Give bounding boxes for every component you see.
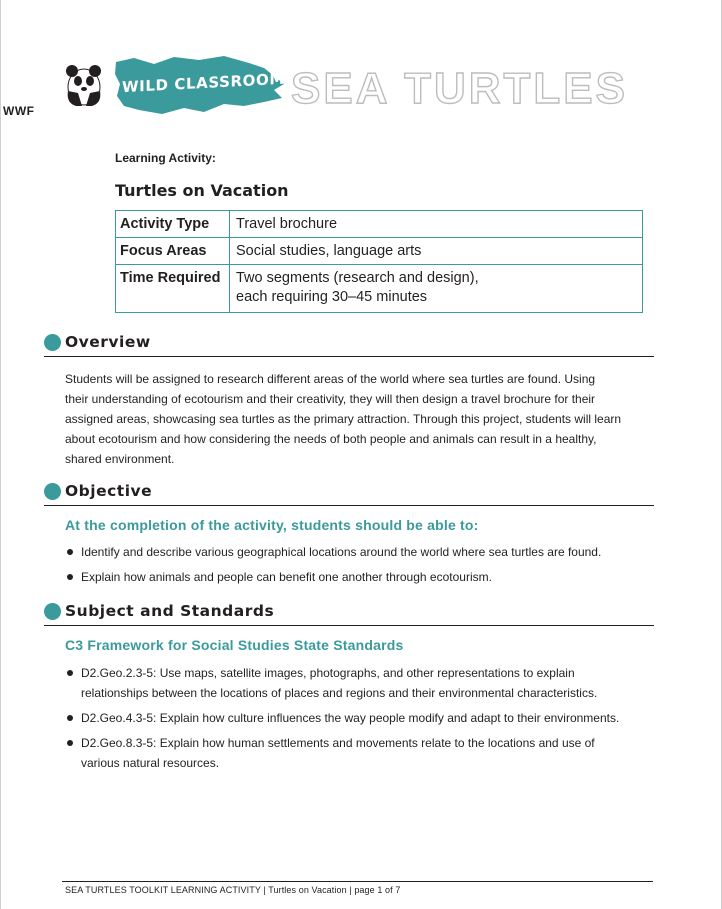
list-item-line: relationships between the locations of places and regions and their environmental characteristics.	[81, 686, 598, 700]
row-key: Time Required	[116, 265, 230, 313]
section-title: Overview	[65, 333, 151, 351]
paragraph-line: shared environment.	[65, 452, 175, 466]
learning-activity-label: Learning Activity:	[115, 151, 216, 165]
objective-list	[65, 542, 655, 592]
paragraph-line: Students will be assigned to research different areas of the world where sea turtles are found. Using	[65, 372, 596, 386]
toolkit-title: SEA TURTLES	[291, 64, 628, 113]
overview-paragraph	[65, 369, 650, 469]
row-value-line: each requiring 30–45 minutes	[236, 289, 428, 305]
list-item	[65, 663, 655, 703]
objective-section-header	[44, 482, 654, 506]
standards-section-header	[44, 602, 654, 626]
list-item: Explain how animals and people can benefit one another through ecotourism.	[65, 567, 655, 587]
list-item-line: D2.Geo.8.3-5: Explain how human settlements and movements relate to the locations and use of	[81, 736, 595, 750]
wwf-wordmark: WWF	[3, 104, 35, 118]
table-row	[116, 265, 643, 313]
overview-section-header	[44, 333, 654, 357]
activity-info-table	[115, 210, 643, 313]
paragraph-line: assigned areas, showcasing sea turtles as the primary attraction. Through this project, students will learn	[65, 412, 622, 426]
wwf-logo	[64, 63, 104, 107]
paragraph-line: their understanding of ecotourism and their creativity, they will then design a travel brochure for their	[65, 392, 596, 406]
wild-classroom-label: WILD CLASSROOM	[122, 69, 285, 97]
row-value: Travel brochure	[230, 211, 643, 238]
table-row	[116, 238, 643, 265]
bullet-dot-icon	[44, 483, 61, 500]
row-key: Focus Areas	[116, 238, 230, 265]
table-row	[116, 211, 643, 238]
list-item	[65, 733, 655, 773]
row-value-line: Two segments (research and design),	[236, 270, 479, 286]
row-key: Activity Type	[116, 211, 230, 238]
list-item	[65, 708, 655, 728]
objective-subheading: At the completion of the activity, students should be able to:	[65, 517, 479, 533]
section-title: Objective	[65, 482, 153, 500]
list-item: Identify and describe various geographical locations around the world where sea turtles are found.	[65, 542, 655, 562]
row-value: Social studies, language arts	[230, 238, 643, 265]
bullet-dot-icon	[44, 334, 61, 351]
list-item-line: various natural resources.	[81, 756, 220, 770]
row-value	[230, 265, 643, 313]
bullet-dot-icon	[44, 603, 61, 620]
activity-title: Turtles on Vacation	[115, 181, 289, 200]
section-title: Subject and Standards	[65, 602, 275, 620]
list-item-line: D2.Geo.2.3-5: Use maps, satellite images, photographs, and other representations to explain	[81, 666, 575, 680]
standards-subheading: C3 Framework for Social Studies State Standards	[65, 637, 404, 653]
list-item-line: D2.Geo.4.3-5: Explain how culture influences the way people modify and adapt to their environments.	[81, 711, 620, 725]
paragraph-line: about ecotourism and how considering the needs of both people and animals can result in a healthy,	[65, 432, 597, 446]
page-footer: SEA TURTLES TOOLKIT LEARNING ACTIVITY | Turtles on Vacation | page 1 of 7	[65, 885, 401, 895]
standards-list	[65, 663, 655, 778]
footer-rule	[62, 881, 653, 882]
